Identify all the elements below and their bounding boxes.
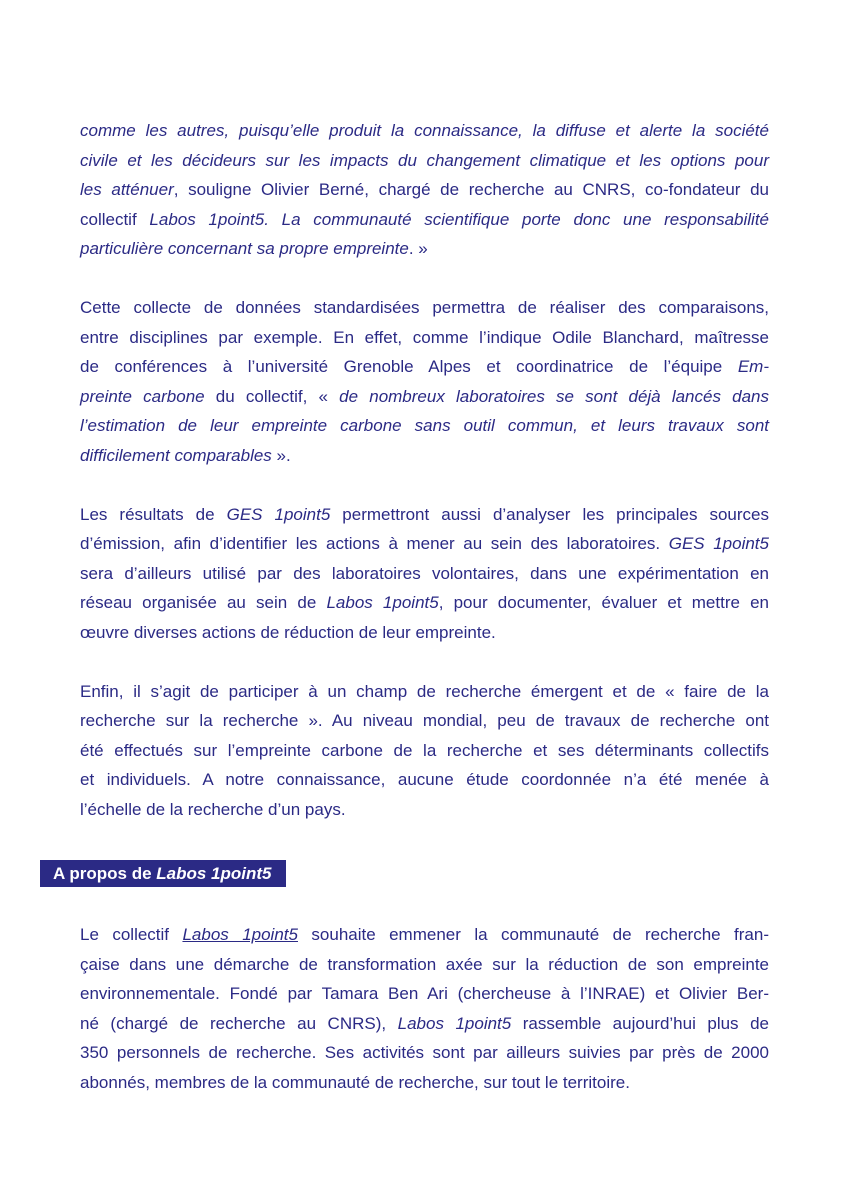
text-line: d’émission, afin d’identifier les actions à mener au sein des laboratoires. GES 1point5: [80, 534, 769, 553]
text-line: 350 personnels de recherche. Ses activités sont par ailleurs suivies par près de 2000: [80, 1043, 769, 1062]
text-line: l’estimation de leur empreinte carbone sans outil commun, et leurs travaux sont: [80, 416, 769, 435]
text-line: Les résultats de GES 1point5 permettront aussi d’analyser les principales sources: [80, 504, 769, 524]
text-line: réseau organisée au sein de Labos 1point5, pour documenter, évaluer et mettre en: [80, 593, 770, 612]
text-line: Enfin, il s’agit de participer à un champ de recherche émergent et de « faire de la: [80, 681, 769, 701]
text-line: et individuels. A notre connaissance, aucune étude coordonnée n’a été menée à: [80, 770, 769, 789]
text-line: comme les autres, puisqu’elle produit la connaissance, la diffuse et alerte la société: [80, 121, 769, 140]
text-line: été effectués sur l’empreinte carbone de la recherche et ses déterminants collectifs: [80, 740, 769, 760]
text-line: civile et les décideurs sur les impacts du changement climatique et les options pour: [80, 150, 769, 170]
paragraph-about: [80, 920, 769, 1097]
paragraph-results: [80, 500, 769, 648]
text-line: sera d’ailleurs utilisé par des laboratoires volontaires, dans une expérimentation en: [80, 563, 769, 583]
text-line: Le collectif Labos 1point5 souhaite emmener la communauté de recherche fran-: [80, 925, 769, 944]
labos-1point5-link[interactable]: Labos 1point5: [182, 925, 298, 944]
text-line: de conférences à l’université Grenoble Alpes et coordinatrice de l’équipe Em-: [80, 357, 769, 376]
text-line: l’échelle de la recherche d’un pays.: [80, 799, 346, 819]
document-body: [80, 116, 769, 824]
text-line: abonnés, membres de la communauté de recherche, sur tout le territoire.: [80, 1072, 630, 1092]
text-line: preinte carbone du collectif, « de nombreux laboratoires se sont déjà lancés dans: [80, 386, 770, 406]
paragraph-quote-berne: [80, 116, 769, 264]
paragraph-data-collection: [80, 293, 769, 470]
text-line: çaise dans une démarche de transformation axée sur la réduction de son empreinte: [80, 954, 769, 974]
text-line: les atténuer, souligne Olivier Berné, chargé de recherche au CNRS, co-fondateur du: [80, 180, 769, 199]
text-line: particulière concernant sa propre empreinte. »: [80, 239, 428, 258]
text-line: Cette collecte de données standardisées permettra de réaliser des comparaisons,: [80, 298, 769, 317]
section-heading-about: A propos de Labos 1point5: [40, 860, 286, 887]
text-line: entre disciplines par exemple. En effet, comme l’indique Odile Blanchard, maîtresse: [80, 327, 769, 347]
text-line: collectif Labos 1point5. La communauté scientifique porte donc une responsabilité: [80, 209, 769, 229]
text-line: difficilement comparables ».: [80, 445, 291, 465]
text-line: œuvre diverses actions de réduction de leur empreinte.: [80, 622, 496, 642]
text-line: recherche sur la recherche ». Au niveau mondial, peu de travaux de recherche ont: [80, 711, 769, 730]
text-line: né (chargé de recherche au CNRS), Labos 1point5 rassemble aujourd’hui plus de: [80, 1013, 769, 1033]
about-section: [80, 920, 769, 1097]
text-line: environnementale. Fondé par Tamara Ben Ari (chercheuse à l’INRAE) et Olivier Ber-: [80, 984, 769, 1003]
paragraph-research-field: [80, 677, 769, 825]
